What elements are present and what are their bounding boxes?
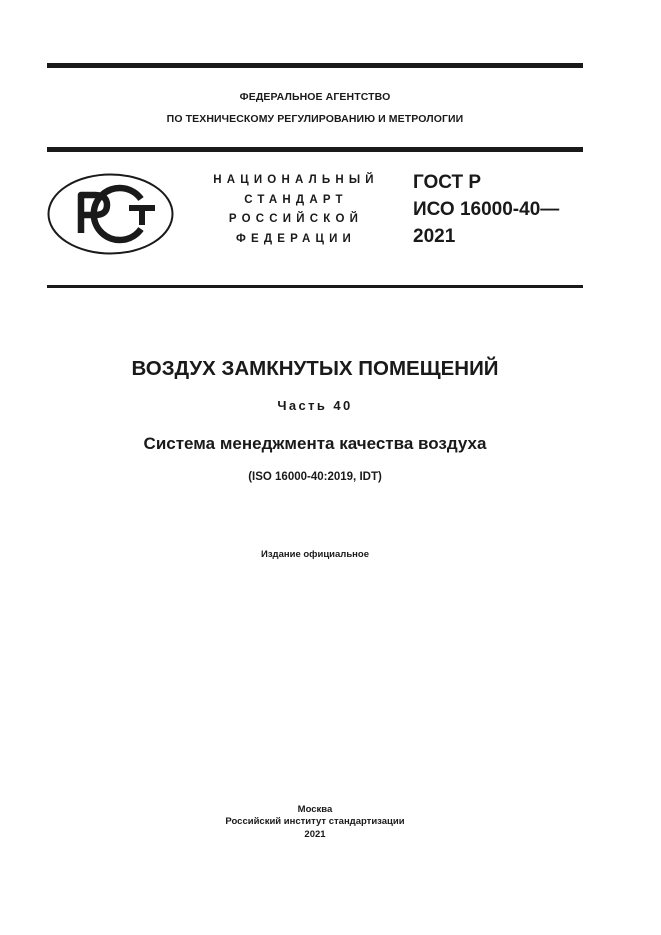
national-standard-line-4: ФЕДЕРАЦИИ	[235, 233, 357, 245]
national-standard-line-2: СТАНДАРТ	[244, 194, 348, 206]
agency-line-1: ФЕДЕРАЛЬНОЕ АГЕНТСТВО	[239, 91, 391, 103]
designation-line-3: 2021	[413, 226, 456, 247]
gost-r-certification-mark-icon	[47, 173, 174, 255]
iso-reference: (ISO 16000-40:2019, IDT)	[248, 471, 382, 483]
part-number: Часть 40	[277, 398, 353, 413]
edition-note: Издание официальное	[261, 549, 369, 560]
designation-line-2: ИСО 16000-40—	[413, 199, 560, 220]
designation-line-1: ГОСТ Р	[413, 172, 482, 193]
header-rule	[47, 147, 583, 152]
national-standard-line-1: НАЦИОНАЛЬНЫЙ	[213, 174, 379, 186]
top-rule	[47, 63, 583, 68]
agency-line-2: ПО ТЕХНИЧЕСКОМУ РЕГУЛИРОВАНИЮ И МЕТРОЛОГИИ	[166, 113, 464, 125]
header-bottom-rule	[47, 285, 583, 288]
document-title: ВОЗДУХ ЗАМКНУТЫХ ПОМЕЩЕНИЙ	[131, 357, 499, 380]
publisher-name: Российский институт стандартизации	[225, 816, 405, 827]
document-subtitle: Система менеджмента качества воздуха	[143, 434, 487, 453]
national-standard-line-3: РОССИЙСКОЙ	[228, 213, 364, 225]
publisher-city: Москва	[297, 804, 333, 815]
publication-year: 2021	[304, 829, 326, 840]
